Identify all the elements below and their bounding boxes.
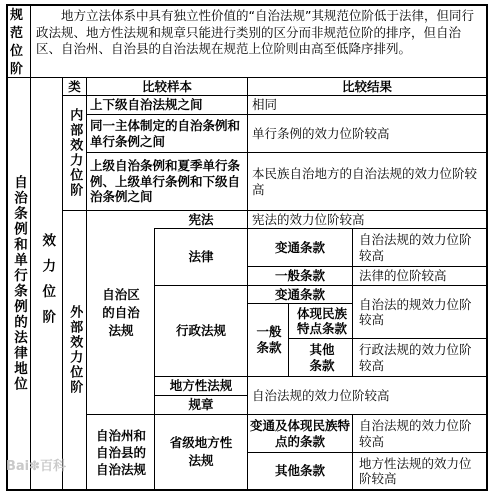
mid-title bbox=[31, 78, 62, 489]
internal-row-1-result: 相同 bbox=[252, 97, 278, 113]
local-regs-result: 自治法规的效力位阶较高 bbox=[252, 387, 390, 403]
admin-adapt-sample: 变通条款 bbox=[274, 286, 325, 302]
internal-row-3-result: 本民族自治地方的自治法规的效力位阶较高 bbox=[252, 166, 478, 197]
header-label: 规范位阶 bbox=[10, 8, 24, 77]
internal-label-text: 内部效力位阶 bbox=[67, 108, 83, 198]
admin-general-label: 一般条款 bbox=[256, 324, 282, 355]
col-sample: 比较样本 bbox=[141, 78, 192, 94]
internal-label bbox=[63, 96, 86, 210]
constitution-result: 宪法的效力位阶较高 bbox=[252, 211, 365, 227]
law-general-sample: 一般条款 bbox=[274, 268, 325, 284]
external-label-text: 外部效力位阶 bbox=[67, 305, 83, 395]
admin-ethnic-sample: 体现民族特点条款 bbox=[296, 305, 347, 336]
pref-other-sample: 其他条款 bbox=[274, 463, 325, 479]
law-adapt-result: 自治法规的效力位阶较高 bbox=[359, 232, 472, 263]
internal-row-3-sample: 上级自治条例和夏季单行条例、上级单行条例和下级自治条例之间 bbox=[90, 158, 241, 205]
left-title bbox=[8, 78, 30, 489]
baidu-watermark bbox=[6, 455, 66, 474]
watermark-suffix: 百科 bbox=[40, 459, 67, 474]
watermark-brand: Bai bbox=[6, 459, 30, 474]
col-category: 类 bbox=[68, 78, 81, 94]
header-description: 地方立法体系中具有独立性价值的“自治法规”其规范位阶低于法律，但同行政法规、地方性法规和规章只能进行类别的区分而非规范位阶的排序，但自治区、自治州、自治县的自治法规在规范上位阶则由高至低降序排列。 bbox=[36, 8, 474, 56]
pref-region-label: 自治州和自治县的自治法规 bbox=[95, 427, 146, 477]
paw-icon: ✽ bbox=[29, 459, 41, 474]
internal-row-1-sample: 上下级自治法规之间 bbox=[90, 97, 203, 113]
left-title-text: 自治条例和单行条例的法律地位 bbox=[11, 175, 27, 392]
admin-other-sample: 其他条款 bbox=[309, 342, 335, 373]
admin-other-result: 行政法规的效力位阶较高 bbox=[359, 342, 472, 373]
external-label bbox=[63, 211, 86, 489]
rules-sample: 规章 bbox=[188, 397, 214, 413]
admin-label: 行政法规 bbox=[175, 323, 226, 339]
pref-adapt-result: 自治法规的效力位阶较高 bbox=[359, 418, 472, 449]
col-result: 比较结果 bbox=[341, 78, 392, 94]
region-label: 自治区的自治法规 bbox=[102, 286, 140, 338]
law-table bbox=[6, 4, 488, 491]
law-general-result: 法律的位阶较高 bbox=[359, 268, 447, 284]
constitution-sample: 宪法 bbox=[188, 211, 214, 227]
pref-adapt-sample: 变通及体现民族特点的条款 bbox=[250, 418, 351, 449]
law-label: 法律 bbox=[188, 249, 214, 265]
admin-adapt-result: 自治法的规效力位阶较高 bbox=[359, 296, 472, 327]
pref-other-result: 地方性法规的效力位阶较高 bbox=[359, 455, 472, 486]
law-adapt-sample: 变通条款 bbox=[274, 239, 325, 255]
pref-label: 省级地方性法规 bbox=[169, 435, 233, 468]
internal-row-2-result: 单行条例的效力位阶较高 bbox=[252, 125, 390, 141]
internal-row-2-sample: 同一主体制定的自治条例和单行条例之间 bbox=[90, 118, 241, 149]
local-regs-sample: 地方性法规 bbox=[169, 378, 233, 394]
mid-title-text: 效力位阶 bbox=[39, 232, 56, 335]
